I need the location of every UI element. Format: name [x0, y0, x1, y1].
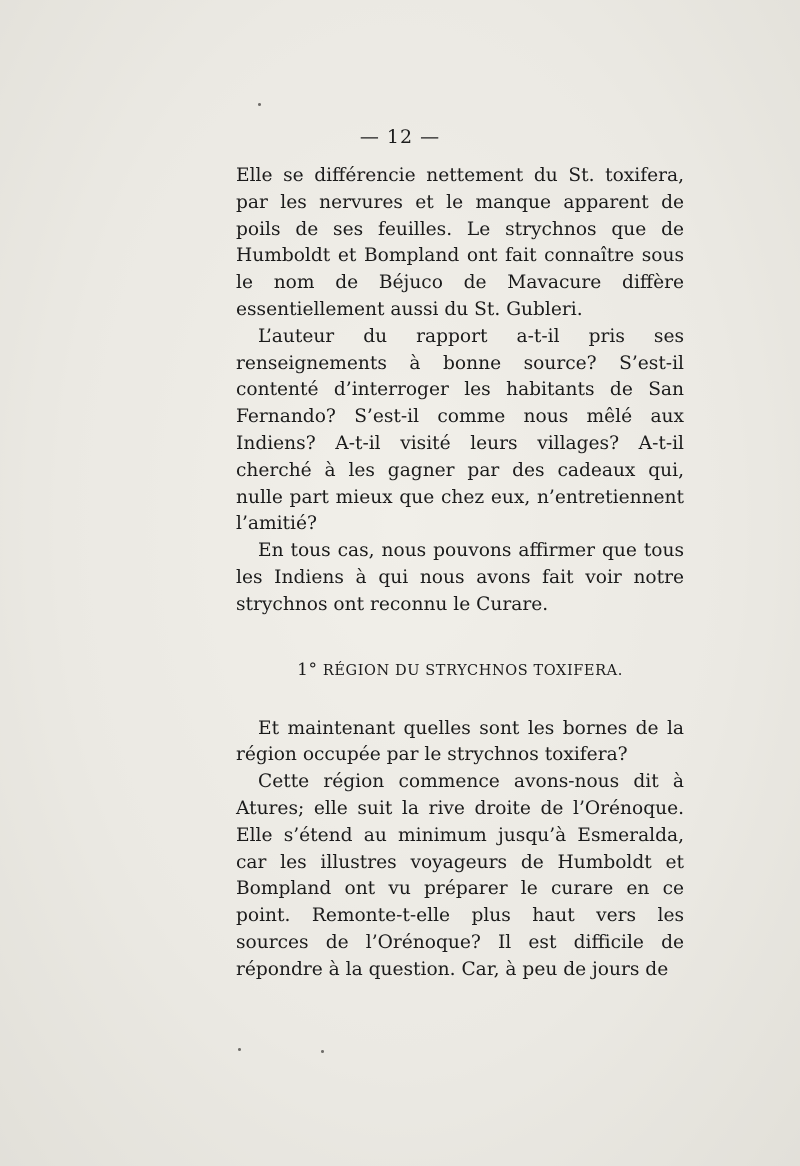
- paper-speck: [238, 1048, 241, 1051]
- paragraph-2: L’auteur du rapport a-t-il pris ses renseignements à bonne source? S’est-il contenté d’interroger les habitants de San Fernando? S’est-il comme nous mêlé aux Indiens? A-t-il visité leurs villages? A-t-il cherché à les gagner par des cadeaux qui, nulle part mieux que chez eux, n’entretiennent l’amitié?: [236, 325, 684, 535]
- paragraph-3: En tous cas, nous pouvons affirmer que tous les Indiens à qui nous avons fait voir notre strychnos ont reconnu le Curare.: [236, 540, 684, 615]
- section-heading-number: 1°: [297, 659, 318, 680]
- page-number: — 12 —: [359, 126, 441, 148]
- paragraph-5: Cette région commence avons-nous dit à Atures; elle suit la rive droite de l’Orénoque. Elle s’étend au minimum jusqu’à Esmeralda, car les illustres voyageurs de Humboldt et Bompland ont vu préparer le curare en ce point. Remonte-t-elle plus haut vers les sources de l’Orénoque? Il est difficile de répondre à la question. Car, à peu de jours de: [236, 771, 684, 980]
- paper-speck: [258, 103, 261, 106]
- section-heading-text: RÉGION DU STRYCHNOS TOXIFERA.: [322, 662, 623, 679]
- paper-speck: [321, 1050, 324, 1053]
- paragraph-1: Elle se différencie nettement du St. toxifera, par les nervures et le manque apparent de poils de ses feuilles. Le strychnos que de Humboldt et Bompland ont fait connaître sous le nom de Béjuco de Mavacure diffère essentiellement aussi du St. Gubleri.: [236, 165, 684, 320]
- section-heading: [236, 659, 684, 682]
- paragraph-4: Et maintenant quelles sont les bornes de la région occupée par le strychnos toxifera?: [236, 717, 684, 766]
- body-text: [236, 163, 684, 984]
